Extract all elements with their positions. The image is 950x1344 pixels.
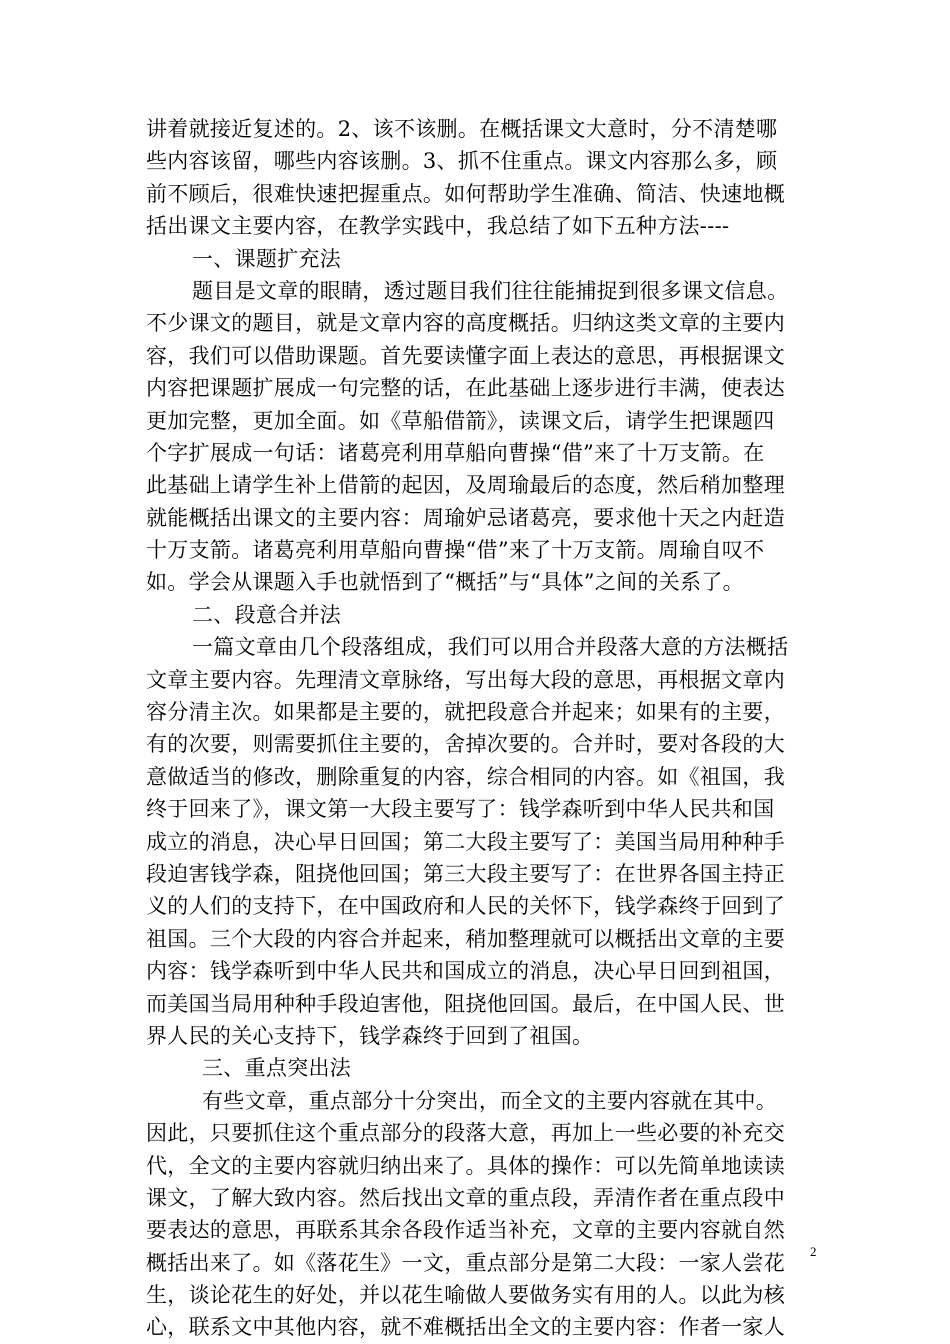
- body-text-line: 有的次要，则需要抓住主要的，舍掉次要的。合并时，要对各段的大: [146, 732, 785, 757]
- body-text-line: 不少课文的题目，就是文章内容的高度概括。归纳这类文章的主要内: [146, 311, 785, 336]
- body-text-line: 讲着就接近复述的。2、该不该删。在概括课文大意时，分不清楚哪: [146, 117, 778, 141]
- body-text-line: 内容把课题扩展成一句完整的话，在此基础上逐步进行丰满，使表达: [146, 376, 785, 401]
- body-text-line: 括出课文主要内容，在教学实践中，我总结了如下五种方法----: [146, 214, 730, 239]
- body-text-line: 而美国当局用种种手段迫害他，阻挠他回国。最后，在中国人民、世: [146, 991, 785, 1016]
- body-text-line: 因此，只要抓住这个重点部分的段落大意，再加上一些必要的补充交: [146, 1121, 785, 1146]
- body-text-line: 前不顾后，很难快速把握重点。如何帮助学生准确、简洁、快速地概: [146, 181, 785, 206]
- body-text-line: 义的人们的支持下，在中国政府和人民的关怀下，钱学森终于回到了: [146, 894, 785, 919]
- body-text-line: 容分清主次。如果都是主要的，就把段意合并起来；如果有的主要，: [146, 700, 785, 725]
- body-text-line: 就能概括出课文的主要内容：周瑜妒忌诸葛亮，要求他十天之内赶造: [146, 505, 785, 530]
- body-text-line: 心，联系文中其他内容，就不难概括出全文的主要内容：作者一家人: [146, 1315, 785, 1340]
- page-number: 2: [810, 1244, 817, 1259]
- body-text-line: 题目是文章的眼睛，透过题目我们往往能捕捉到很多课文信息。: [192, 278, 789, 303]
- body-text-line: 意做适当的修改，删除重复的内容，综合相同的内容。如《祖国，我: [146, 764, 785, 789]
- body-text-line: 课文，了解大致内容。然后找出文章的重点段，弄清作者在重点段中: [146, 1185, 785, 1210]
- body-text-line: 文章主要内容。先理清文章脉络，写出每大段的意思，再根据文章内: [146, 667, 785, 692]
- section-heading-3: 三、重点突出法: [202, 1056, 352, 1081]
- body-text-line: 些内容该留，哪些内容该删。3、抓不住重点。课文内容那么多，顾: [146, 149, 778, 174]
- body-text-line: 更加完整，更加全面。如《草船借箭》，读课文后，请学生把课题四: [146, 408, 775, 433]
- body-text-line: 有些文章，重点部分十分突出，而全文的主要内容就在其中。: [202, 1088, 778, 1113]
- body-text-line: 祖国。三个大段的内容合并起来，稍加整理就可以概括出文章的主要: [146, 926, 785, 951]
- body-text-line: 如。学会从课题入手也就悟到了“概括”与“具体”之间的关系了。: [146, 570, 744, 595]
- body-text-line: 容，我们可以借助课题。首先要读懂字面上表达的意思，再根据课文: [146, 343, 785, 368]
- body-text-line: 生，谈论花生的好处，并以花生喻做人要做务实有用的人。以此为核: [146, 1283, 785, 1308]
- section-heading-2: 二、段意合并法: [192, 602, 342, 627]
- body-text-line: 内容：钱学森听到中华人民共和国成立的消息，决心早日回到祖国，: [146, 959, 785, 984]
- document-body: [146, 113, 806, 1344]
- section-heading-1: 一、课题扩充法: [192, 246, 342, 271]
- body-text-line: 终于回来了》，课文第一大段主要写了：钱学森听到中华人民共和国: [146, 797, 775, 822]
- body-text-line: 成立的消息，决心早日回国；第二大段主要写了：美国当局用种种手: [146, 829, 785, 854]
- body-text-line: 段迫害钱学森，阻挠他回国；第三大段主要写了：在世界各国主持正: [146, 861, 785, 886]
- body-text-line: 十万支箭。诸葛亮利用草船向曹操“借”来了十万支箭。周瑜自叹不: [146, 538, 765, 563]
- body-text-line: 一篇文章由几个段落组成，我们可以用合并段落大意的方法概括: [192, 635, 789, 660]
- body-text-line: 界人民的关心支持下，钱学森终于回到了祖国。: [146, 1023, 594, 1048]
- body-text-line: 个字扩展成一句话：诸葛亮利用草船向曹操“借”来了十万支箭。在: [146, 440, 765, 465]
- body-text-line: 要表达的意思，再联系其余各段作适当补充，文章的主要内容就自然: [146, 1218, 785, 1243]
- body-text-line: 代，全文的主要内容就归纳出来了。具体的操作：可以先简单地读读: [146, 1153, 785, 1178]
- body-text-line: 概括出来了。如《落花生》一文，重点部分是第二大段：一家人尝花: [146, 1250, 785, 1275]
- body-text-line: 此基础上请学生补上借箭的起因，及周瑜最后的态度，然后稍加整理: [146, 473, 785, 498]
